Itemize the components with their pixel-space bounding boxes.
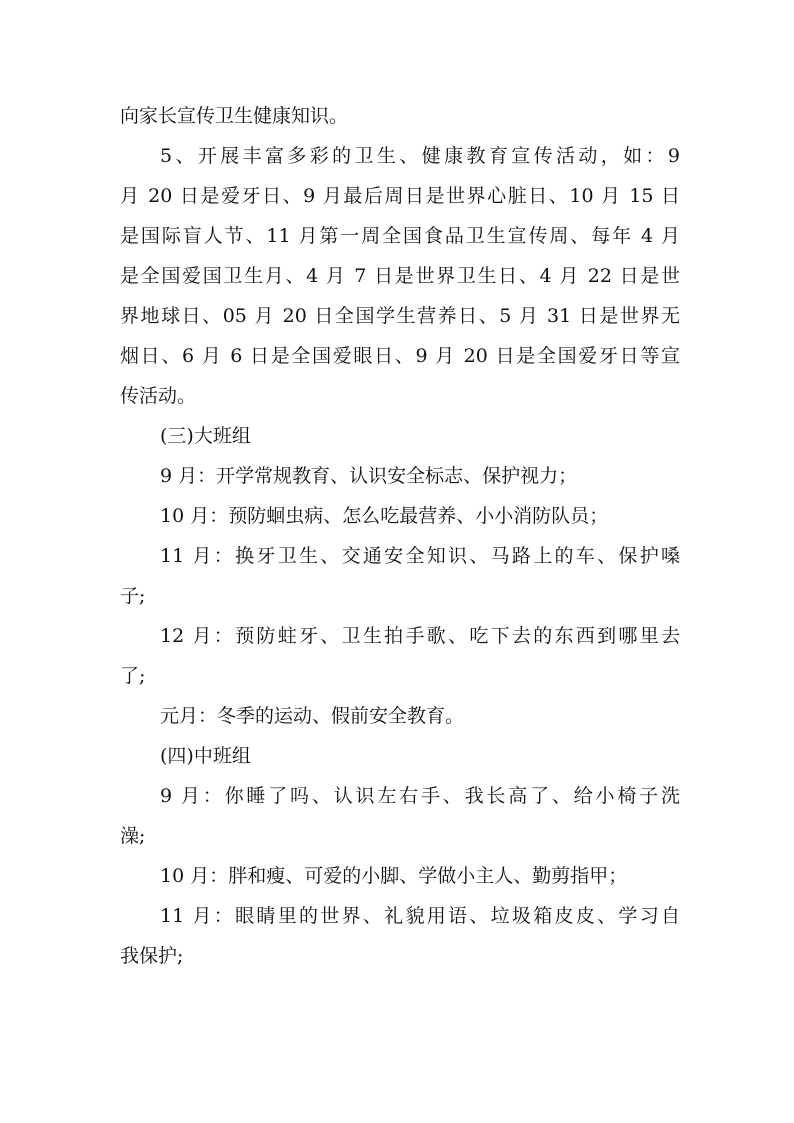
item-5-first-line: 5、开展丰富多彩的卫生、健康教育宣传活动，如：9 (160, 145, 680, 167)
item-5-line: 是全国爱国卫生月、4 月 7 日是世界卫生日、4 月 22 日是世 (120, 265, 680, 287)
schedule-september: 9 月：你睡了吗、认识左右手、我长高了、给小椅子洗 (160, 785, 680, 807)
schedule-november-wrap: 子; (120, 585, 146, 607)
schedule-october: 10 月：预防蛔虫病、怎么吃最营养、小小消防队员； (160, 505, 609, 527)
schedule-september: 9 月：开学常规教育、认识安全标志、保护视力； (160, 465, 578, 487)
schedule-december-wrap: 了; (120, 665, 146, 687)
schedule-december: 12 月：预防蛀牙、卫生拍手歌、吃下去的东西到哪里去 (160, 625, 680, 647)
item-5-line: 界地球日、05 月 20 日全国学生营养日、5 月 31 日是世界无 (120, 305, 680, 327)
item-5-last-line: 传活动。 (120, 385, 197, 407)
item-5-line: 烟日、6 月 6 日是全国爱眼日、9 月 20 日是全国爱牙日等宣 (120, 345, 680, 367)
item-5-line: 月 20 日是爱牙日、9 月最后周日是世界心脏日、10 月 15 日 (120, 185, 680, 207)
section-heading-middle-class: (四)中班组 (160, 745, 251, 767)
document-body (120, 96, 680, 976)
item-5-line: 是国际盲人节、11 月第一周全国食品卫生宣传周、每年 4 月 (120, 225, 680, 247)
schedule-october: 10 月：胖和瘦、可爱的小脚、学做小主人、勤剪指甲； (160, 865, 628, 887)
schedule-september-wrap: 澡; (120, 825, 146, 847)
schedule-november: 11 月：换牙卫生、交通安全知识、马路上的车、保护嗓 (160, 545, 680, 567)
schedule-november-wrap: 我保护; (120, 945, 184, 967)
schedule-november: 11 月：眼睛里的世界、礼貌用语、垃圾箱皮皮、学习自 (160, 905, 680, 927)
section-heading-senior-class: (三)大班组 (160, 425, 251, 447)
schedule-january: 元月：冬季的运动、假前安全教育。 (160, 705, 465, 727)
paragraph-continuation-line: 向家长宣传卫生健康知识。 (120, 105, 349, 127)
